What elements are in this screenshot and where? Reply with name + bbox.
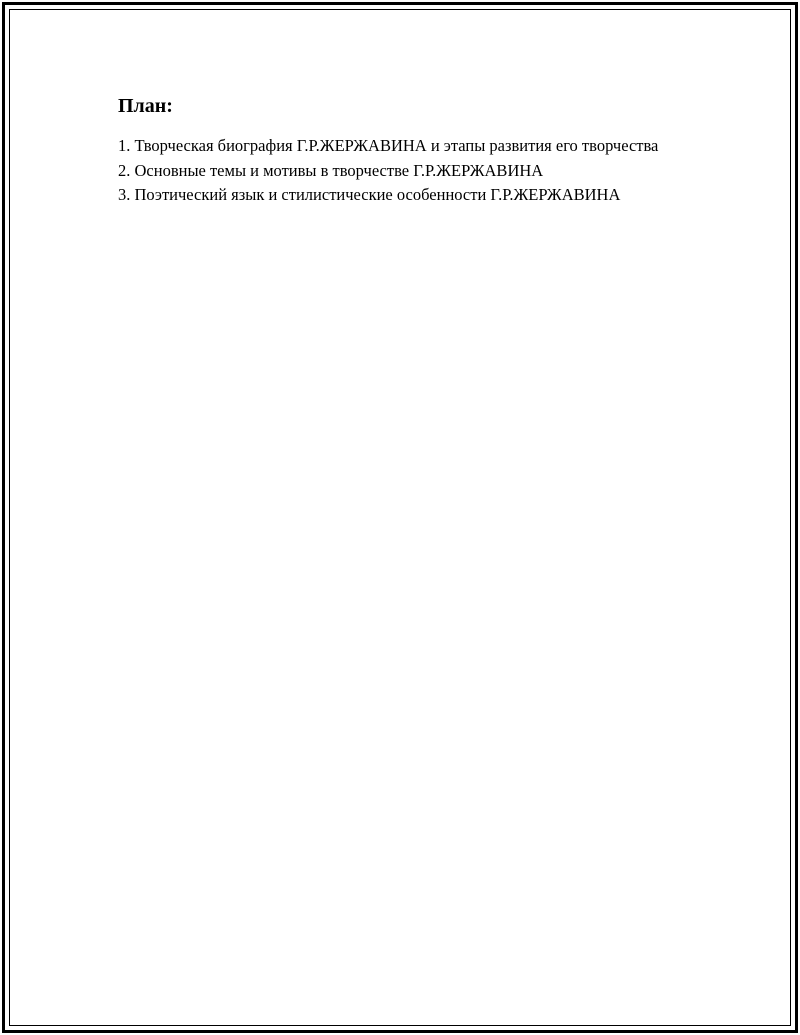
plan-item: 1. Творческая биография Г.Р.ЖЕРЖАВИНА и этапы развития его творчества xyxy=(118,136,659,155)
document-content xyxy=(118,93,698,208)
plan-item: 3. Поэтический язык и стилистические особенности Г.Р.ЖЕРЖАВИНА xyxy=(118,185,621,204)
plan-list xyxy=(118,134,698,208)
plan-title: План: xyxy=(118,95,173,117)
plan-item: 2. Основные темы и мотивы в творчестве Г.Р.ЖЕРЖАВИНА xyxy=(118,160,544,180)
